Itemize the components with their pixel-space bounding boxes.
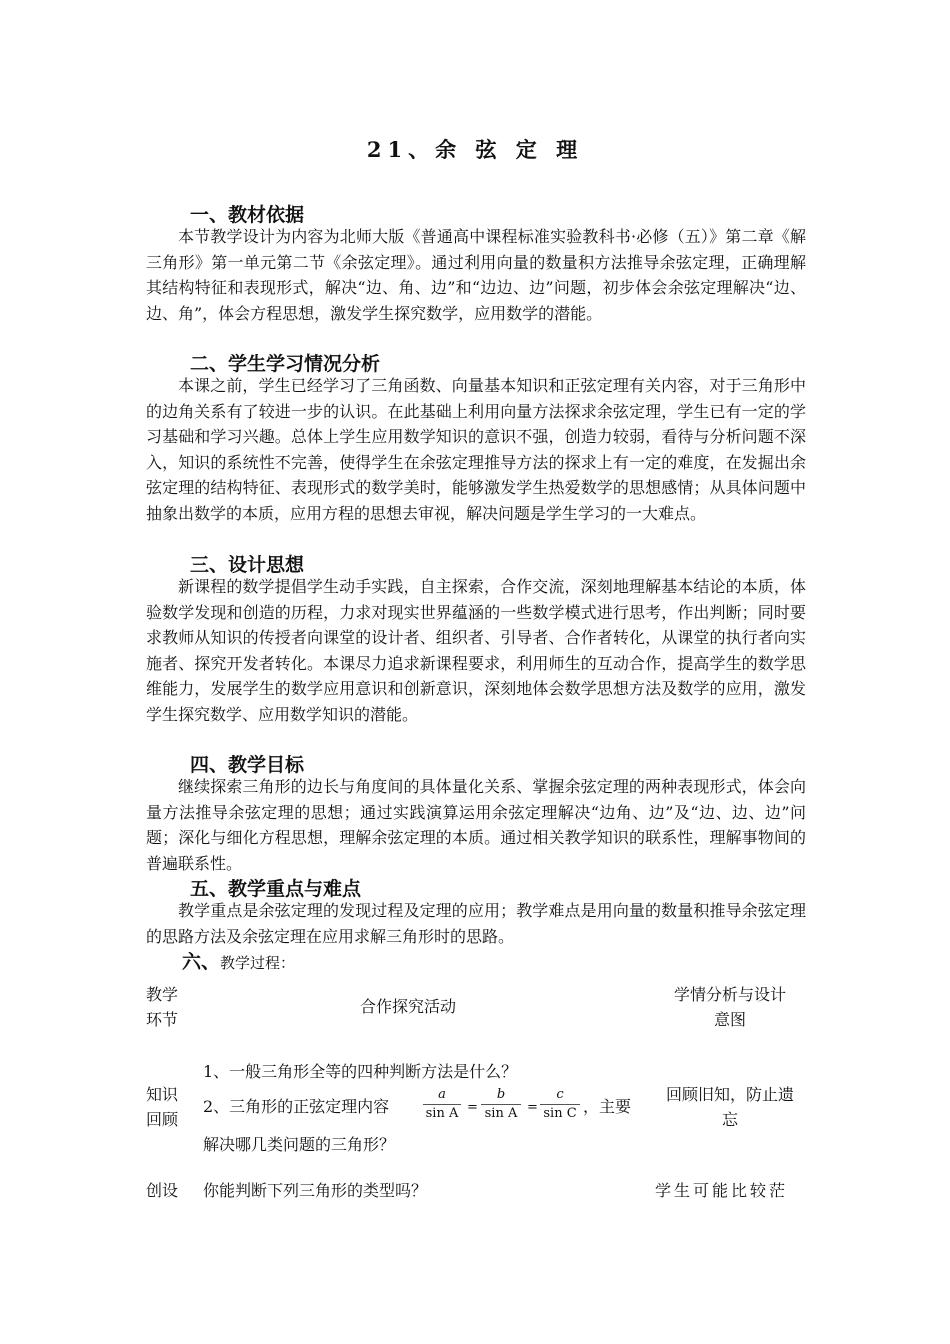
section-body-5: 教学重点是余弦定理的发现过程及定理的应用；教学难点是用向量的数量积推导余弦定理的思路方法及余弦定理在应用求解三角形时的思路。 xyxy=(146,901,806,946)
fraction-c-denominator: sin C xyxy=(543,1106,577,1121)
section-body-4: 继续探索三角形的边长与角度间的具体量化关系、掌握余弦定理的两种表现形式，体会向量方法推导余弦定理的思想；通过实践演算运用余弦定理解决“边角、边”及“边、边、边”问题；深化与细化方程思想，理解余弦定理的本质。通过相关教学知识的联系性，理解事物间的普遍联系性。 xyxy=(146,777,806,873)
fraction-a-bar xyxy=(423,1104,461,1105)
header-stage-line2: 环节 xyxy=(146,1010,179,1029)
row1-stage-line2: 回顾 xyxy=(146,1110,179,1129)
page-title: 21、余 弦 定 理 xyxy=(366,137,584,162)
section-6-number: 六、 xyxy=(182,951,221,973)
row1-intent-line2: 忘 xyxy=(721,1110,738,1129)
section-heading-6 xyxy=(182,947,295,974)
fraction-c-bar xyxy=(540,1104,580,1105)
fraction-b-numerator: b xyxy=(496,1087,506,1102)
fraction-a-numerator: a xyxy=(438,1087,446,1102)
row1-stage xyxy=(146,1082,178,1132)
row2-intent: 学生可能比较茫 xyxy=(655,1181,789,1200)
header-stage-line1: 教学 xyxy=(146,985,179,1004)
section-heading-4: 四、教学目标 xyxy=(190,754,305,776)
section-body-3: 新课程的数学提倡学生动手实践，自主探索，合作交流，深刻地理解基本结论的本质，体验数学发现和创造的历程，力求对现实世界蕴涵的一些数学模式进行思考，作出判断；同时要求教师从知识的传授者向课堂的设计者、组织者、引导者、合作者转化，从课堂的执行者向实施者、探究开发者转化。本课尽力追求新课程要求，利用师生的互动合作，提高学生的数学思维能力，发展学生的数学应用意识和创新意识，深刻地体会数学思想方法及数学的应用，激发学生探究数学、应用数学知识的潜能。 xyxy=(146,577,806,724)
fraction-b-denominator: sin A xyxy=(484,1106,518,1121)
header-intent-line2: 意图 xyxy=(713,1010,746,1029)
row1-stage-line1: 知识 xyxy=(146,1085,179,1104)
row1-intent-line1: 回顾旧知，防止遗 xyxy=(665,1085,794,1104)
fraction-b-bar xyxy=(481,1104,521,1105)
section-heading-1: 一、教材依据 xyxy=(190,204,305,226)
row1-intent xyxy=(650,1082,810,1132)
row1-question-2-line2: 解决哪几类问题的三角形？ xyxy=(203,1135,396,1154)
row1-question-1: 1、一般三角形全等的四种判断方法是什么？ xyxy=(203,1062,518,1081)
row2-stage: 创设 xyxy=(146,1181,179,1200)
section-heading-3: 三、设计思想 xyxy=(190,554,305,576)
section-body-1: 本节教学设计为内容为北师大版《普通高中课程标准实验教科书·必修（五）》第二章《解三角形》第一单元第二节《余弦定理》。通过利用向量的数量积方法推导余弦定理，正确理解其结构特征和表现形式，解决“边、角、边”和“边边、边”问题，初步体会余弦定理解决“边、边、角”，体会方程思想，激发学生探究数学，应用数学的潜能。 xyxy=(146,227,806,323)
section-heading-5: 五、教学重点与难点 xyxy=(190,878,362,900)
formula-fraction-c xyxy=(540,1087,580,1121)
section-6-label: 教学过程： xyxy=(220,954,296,972)
formula-equals-2: = xyxy=(527,1100,538,1115)
table-header-activity: 合作探究活动 xyxy=(360,997,457,1016)
table-header-intent xyxy=(650,982,810,1032)
row2-activity: 你能判断下列三角形的类型吗？ xyxy=(203,1181,428,1200)
formula-fraction-a xyxy=(423,1087,461,1121)
header-intent-line1: 学情分析与设计 xyxy=(673,985,786,1004)
row1-question-2-prefix: 2、三角形的正弦定理内容 xyxy=(203,1097,390,1116)
section-heading-2: 二、学生学习情况分析 xyxy=(190,353,381,375)
formula-fraction-b xyxy=(481,1087,521,1121)
table-header-stage xyxy=(146,982,178,1032)
section-body-2: 本课之前，学生已经学习了三角函数、向量基本知识和正弦定理有关内容，对于三角形中的边角关系有了较进一步的认识。在此基础上利用向量方法探求余弦定理，学生已有一定的学习基础和学习兴趣。总体上学生应用数学知识的意识不强，创造力较弱，看待与分析问题不深入，知识的系统性不完善，使得学生在余弦定理推导方法的探求上有一定的难度，在发掘出余弦定理的结构特征、表现形式的数学美时，能够激发学生热爱数学的思想感情；从具体问题中抽象出数学的本质，应用方程的思想去审视，解决问题是学生学习的一大难点。 xyxy=(146,376,806,523)
fraction-c-numerator: c xyxy=(556,1087,564,1102)
row1-question-2-suffix: ，主要 xyxy=(583,1097,632,1116)
fraction-a-denominator: sin A xyxy=(425,1106,459,1121)
formula-equals-1: = xyxy=(467,1100,478,1115)
